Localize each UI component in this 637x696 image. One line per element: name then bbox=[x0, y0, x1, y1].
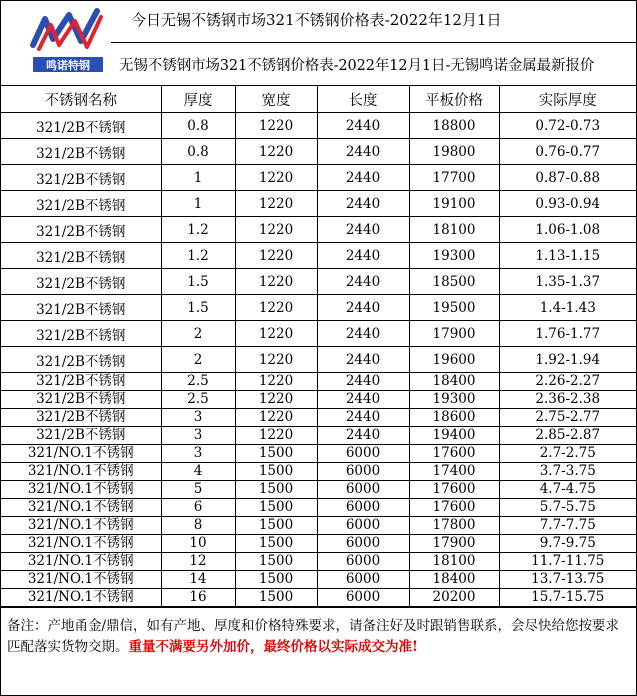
cell-name: 321/2B不锈钢 bbox=[1, 243, 161, 269]
cell-price: 18400 bbox=[409, 571, 499, 589]
cell-width: 1220 bbox=[235, 347, 317, 373]
cell-width: 1500 bbox=[235, 517, 317, 535]
table-row bbox=[1, 553, 636, 571]
table-row bbox=[1, 269, 636, 295]
cell-length: 2440 bbox=[317, 113, 409, 139]
cell-width: 1220 bbox=[235, 391, 317, 409]
cell-name: 321/NO.1不锈钢 bbox=[1, 571, 161, 589]
cell-name: 321/2B不锈钢 bbox=[1, 409, 161, 427]
cell-actual-thickness: 2.75-2.77 bbox=[499, 409, 636, 427]
note-section bbox=[1, 607, 636, 658]
column-header-width: 宽度 bbox=[235, 86, 317, 113]
cell-thickness: 1 bbox=[161, 191, 235, 217]
price-table bbox=[1, 86, 636, 607]
cell-actual-thickness: 13.7-13.75 bbox=[499, 571, 636, 589]
cell-width: 1220 bbox=[235, 139, 317, 165]
cell-price: 17900 bbox=[409, 321, 499, 347]
cell-width: 1220 bbox=[235, 191, 317, 217]
cell-thickness: 3 bbox=[161, 427, 235, 445]
cell-actual-thickness: 2.36-2.38 bbox=[499, 391, 636, 409]
cell-length: 2440 bbox=[317, 373, 409, 391]
cell-price: 19400 bbox=[409, 427, 499, 445]
cell-thickness: 16 bbox=[161, 589, 235, 607]
cell-name: 321/2B不锈钢 bbox=[1, 373, 161, 391]
cell-price: 17600 bbox=[409, 481, 499, 499]
cell-actual-thickness: 0.72-0.73 bbox=[499, 113, 636, 139]
cell-name: 321/NO.1不锈钢 bbox=[1, 481, 161, 499]
cell-name: 321/NO.1不锈钢 bbox=[1, 463, 161, 481]
logo-text: 鸣诺特钢 bbox=[46, 59, 90, 72]
cell-length: 2440 bbox=[317, 165, 409, 191]
cell-thickness: 1 bbox=[161, 165, 235, 191]
cell-price: 20200 bbox=[409, 589, 499, 607]
cell-actual-thickness: 5.7-5.75 bbox=[499, 499, 636, 517]
cell-price: 17800 bbox=[409, 517, 499, 535]
table-row bbox=[1, 191, 636, 217]
cell-thickness: 10 bbox=[161, 535, 235, 553]
cell-thickness: 2.5 bbox=[161, 391, 235, 409]
cell-width: 1500 bbox=[235, 445, 317, 463]
cell-thickness: 1.5 bbox=[161, 295, 235, 321]
table-row bbox=[1, 321, 636, 347]
note-highlight: 重量不满要另外加价，最终价格以实际成交为准! bbox=[128, 639, 418, 655]
cell-width: 1500 bbox=[235, 589, 317, 607]
cell-width: 1220 bbox=[235, 269, 317, 295]
cell-price: 19300 bbox=[409, 243, 499, 269]
cell-thickness: 0.8 bbox=[161, 113, 235, 139]
cell-price: 17900 bbox=[409, 535, 499, 553]
cell-actual-thickness: 1.13-1.15 bbox=[499, 243, 636, 269]
column-header-actual-thickness: 实际厚度 bbox=[499, 86, 636, 113]
cell-name: 321/NO.1不锈钢 bbox=[1, 553, 161, 571]
cell-actual-thickness: 0.87-0.88 bbox=[499, 165, 636, 191]
cell-name: 321/2B不锈钢 bbox=[1, 295, 161, 321]
cell-name: 321/2B不锈钢 bbox=[1, 139, 161, 165]
table-row bbox=[1, 391, 636, 409]
cell-actual-thickness: 1.76-1.77 bbox=[499, 321, 636, 347]
cell-name: 321/2B不锈钢 bbox=[1, 427, 161, 445]
table-header-row bbox=[1, 86, 636, 113]
cell-length: 6000 bbox=[317, 481, 409, 499]
cell-actual-thickness: 3.7-3.75 bbox=[499, 463, 636, 481]
cell-price: 19600 bbox=[409, 347, 499, 373]
cell-width: 1500 bbox=[235, 535, 317, 553]
cell-width: 1220 bbox=[235, 165, 317, 191]
cell-price: 19100 bbox=[409, 191, 499, 217]
table-row bbox=[1, 427, 636, 445]
cell-name: 321/NO.1不锈钢 bbox=[1, 535, 161, 553]
cell-thickness: 3 bbox=[161, 445, 235, 463]
cell-length: 2440 bbox=[317, 295, 409, 321]
cell-length: 2440 bbox=[317, 243, 409, 269]
table-row bbox=[1, 217, 636, 243]
cell-length: 6000 bbox=[317, 445, 409, 463]
cell-length: 2440 bbox=[317, 427, 409, 445]
cell-width: 1220 bbox=[235, 373, 317, 391]
cell-width: 1220 bbox=[235, 321, 317, 347]
table-row bbox=[1, 347, 636, 373]
cell-name: 321/2B不锈钢 bbox=[1, 269, 161, 295]
cell-width: 1500 bbox=[235, 571, 317, 589]
cell-width: 1220 bbox=[235, 243, 317, 269]
table-row bbox=[1, 113, 636, 139]
cell-price: 17600 bbox=[409, 499, 499, 517]
cell-price: 18100 bbox=[409, 217, 499, 243]
cell-thickness: 5 bbox=[161, 481, 235, 499]
cell-price: 18500 bbox=[409, 269, 499, 295]
cell-thickness: 6 bbox=[161, 499, 235, 517]
header-divider bbox=[111, 42, 636, 43]
cell-actual-thickness: 11.7-11.75 bbox=[499, 553, 636, 571]
cell-actual-thickness: 0.93-0.94 bbox=[499, 191, 636, 217]
table-row bbox=[1, 373, 636, 391]
cell-price: 19800 bbox=[409, 139, 499, 165]
cell-actual-thickness: 1.35-1.37 bbox=[499, 269, 636, 295]
cell-thickness: 1.5 bbox=[161, 269, 235, 295]
cell-thickness: 8 bbox=[161, 517, 235, 535]
cell-length: 6000 bbox=[317, 589, 409, 607]
table-row bbox=[1, 571, 636, 589]
table-row bbox=[1, 463, 636, 481]
cell-price: 18100 bbox=[409, 553, 499, 571]
cell-actual-thickness: 2.85-2.87 bbox=[499, 427, 636, 445]
cell-length: 2440 bbox=[317, 191, 409, 217]
cell-actual-thickness: 1.06-1.08 bbox=[499, 217, 636, 243]
cell-actual-thickness: 2.26-2.27 bbox=[499, 373, 636, 391]
cell-actual-thickness: 1.4-1.43 bbox=[499, 295, 636, 321]
cell-price: 19500 bbox=[409, 295, 499, 321]
table-row bbox=[1, 243, 636, 269]
note-text: 备注：产地甬金/鼎信，如有产地、厚度和价格特殊要求，请备注好及时跟销售联系，会尽快给您按要求匹配落实货物交期。 bbox=[7, 618, 620, 655]
cell-price: 18600 bbox=[409, 409, 499, 427]
cell-price: 17700 bbox=[409, 165, 499, 191]
cell-name: 321/2B不锈钢 bbox=[1, 347, 161, 373]
cell-name: 321/NO.1不锈钢 bbox=[1, 445, 161, 463]
table-row bbox=[1, 295, 636, 321]
cell-actual-thickness: 7.7-7.75 bbox=[499, 517, 636, 535]
table-row bbox=[1, 499, 636, 517]
cell-length: 6000 bbox=[317, 517, 409, 535]
cell-name: 321/2B不锈钢 bbox=[1, 391, 161, 409]
cell-length: 6000 bbox=[317, 553, 409, 571]
sheet-title: 无锡不锈钢市场321不锈钢价格表-2022年12月1日-无锡鸣诺金属最新报价 bbox=[119, 58, 595, 74]
cell-name: 321/NO.1不锈钢 bbox=[1, 499, 161, 517]
table-row bbox=[1, 517, 636, 535]
table-row bbox=[1, 481, 636, 499]
cell-width: 1220 bbox=[235, 113, 317, 139]
sheet-header bbox=[1, 1, 636, 86]
cell-length: 2440 bbox=[317, 139, 409, 165]
column-header-name: 不锈钢名称 bbox=[1, 86, 161, 113]
column-header-length: 长度 bbox=[317, 86, 409, 113]
cell-thickness: 1.2 bbox=[161, 217, 235, 243]
cell-length: 6000 bbox=[317, 571, 409, 589]
cell-thickness: 0.8 bbox=[161, 139, 235, 165]
cell-thickness: 2 bbox=[161, 347, 235, 373]
cell-width: 1220 bbox=[235, 295, 317, 321]
table-row bbox=[1, 535, 636, 553]
cell-length: 6000 bbox=[317, 499, 409, 517]
cell-actual-thickness: 2.7-2.75 bbox=[499, 445, 636, 463]
cell-thickness: 2 bbox=[161, 321, 235, 347]
cell-price: 17600 bbox=[409, 445, 499, 463]
table-row bbox=[1, 589, 636, 607]
cell-thickness: 4 bbox=[161, 463, 235, 481]
cell-actual-thickness: 9.7-9.75 bbox=[499, 535, 636, 553]
cell-name: 321/2B不锈钢 bbox=[1, 165, 161, 191]
cell-thickness: 14 bbox=[161, 571, 235, 589]
cell-width: 1500 bbox=[235, 499, 317, 517]
cell-length: 2440 bbox=[317, 409, 409, 427]
cell-price: 17400 bbox=[409, 463, 499, 481]
cell-name: 321/2B不锈钢 bbox=[1, 191, 161, 217]
cell-length: 6000 bbox=[317, 535, 409, 553]
cell-length: 2440 bbox=[317, 347, 409, 373]
cell-length: 2440 bbox=[317, 391, 409, 409]
company-logo bbox=[29, 5, 107, 75]
sheet-top-title: 今日无锡不锈钢市场321不锈钢价格表-2022年12月1日 bbox=[131, 11, 502, 29]
cell-thickness: 2.5 bbox=[161, 373, 235, 391]
cell-width: 1500 bbox=[235, 463, 317, 481]
cell-actual-thickness: 15.7-15.75 bbox=[499, 589, 636, 607]
cell-price: 18800 bbox=[409, 113, 499, 139]
cell-actual-thickness: 4.7-4.75 bbox=[499, 481, 636, 499]
cell-length: 2440 bbox=[317, 217, 409, 243]
cell-thickness: 12 bbox=[161, 553, 235, 571]
cell-actual-thickness: 1.92-1.94 bbox=[499, 347, 636, 373]
cell-name: 321/2B不锈钢 bbox=[1, 113, 161, 139]
table-row bbox=[1, 445, 636, 463]
cell-width: 1500 bbox=[235, 553, 317, 571]
cell-width: 1220 bbox=[235, 409, 317, 427]
cell-name: 321/2B不锈钢 bbox=[1, 217, 161, 243]
cell-width: 1220 bbox=[235, 427, 317, 445]
cell-name: 321/NO.1不锈钢 bbox=[1, 517, 161, 535]
cell-thickness: 1.2 bbox=[161, 243, 235, 269]
cell-price: 19300 bbox=[409, 391, 499, 409]
cell-actual-thickness: 0.76-0.77 bbox=[499, 139, 636, 165]
cell-width: 1500 bbox=[235, 481, 317, 499]
table-row bbox=[1, 409, 636, 427]
cell-name: 321/NO.1不锈钢 bbox=[1, 589, 161, 607]
cell-length: 6000 bbox=[317, 463, 409, 481]
table-row bbox=[1, 139, 636, 165]
cell-length: 2440 bbox=[317, 269, 409, 295]
cell-price: 18400 bbox=[409, 373, 499, 391]
table-row bbox=[1, 165, 636, 191]
column-header-price: 平板价格 bbox=[409, 86, 499, 113]
cell-name: 321/2B不锈钢 bbox=[1, 321, 161, 347]
column-header-thickness: 厚度 bbox=[161, 86, 235, 113]
cell-width: 1220 bbox=[235, 217, 317, 243]
cell-length: 2440 bbox=[317, 321, 409, 347]
cell-thickness: 3 bbox=[161, 409, 235, 427]
